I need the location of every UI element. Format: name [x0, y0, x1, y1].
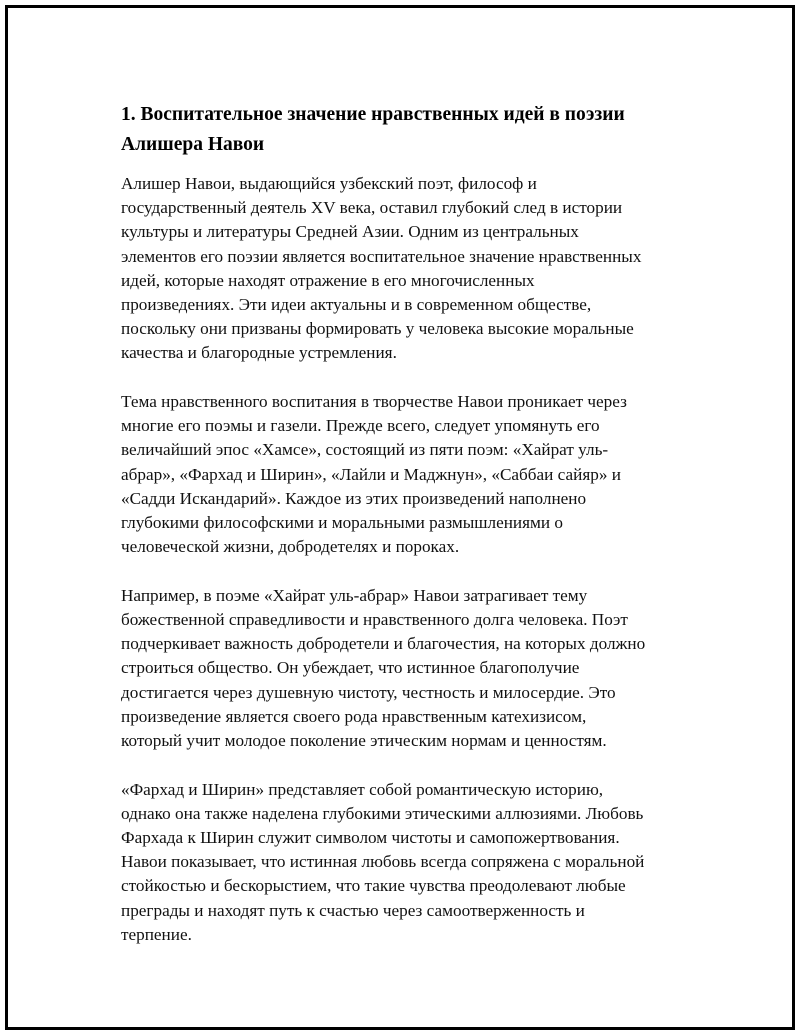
text-line: элементов его поэзии является воспитательное значение нравственных	[121, 246, 642, 266]
text-line: Например, в поэме «Хайрат уль-абрар» Навои затрагивает тему	[121, 585, 588, 605]
text-line: Алишер Навои, выдающийся узбекский поэт, философ и	[121, 174, 537, 193]
text-line: абрар», «Фархад и Ширин», «Лайли и Маджнун», «Саббаи сайяр» и	[121, 464, 621, 484]
text-line: «Фархад и Ширин» представляет собой романтическую историю,	[121, 779, 604, 799]
paragraph-hayrat	[121, 584, 701, 753]
text-line: терпение.	[121, 924, 192, 944]
text-line: достигается через душевную чистоту, честность и милосердие. Это	[121, 682, 616, 702]
text-line: Навои показывает, что истинная любовь всегда сопряжена с моральной	[121, 852, 645, 872]
text-line: культуры и литературы Средней Азии. Одним из центральных	[121, 222, 579, 242]
text-line: поскольку они призваны формировать у человека высокие моральные	[121, 319, 634, 339]
text-line: однако она также наделена глубокими этическими аллюзиями. Любовь	[121, 803, 644, 823]
text-line: стойкостью и бескорыстием, что такие чувства преодолевают любые	[121, 876, 626, 896]
text-line: «Садди Искандарий». Каждое из этих произведений наполнено	[121, 488, 587, 508]
text-line: произведениях. Эти идеи актуальны и в современном обществе,	[121, 295, 592, 315]
title-line: Алишера Навои	[121, 134, 265, 155]
text-line: человеческой жизни, добродетелях и пороках.	[121, 537, 460, 557]
section-title	[121, 100, 701, 160]
document-body	[121, 100, 701, 971]
paragraph-moral-education	[121, 390, 701, 559]
paragraph-intro	[121, 172, 701, 366]
text-line: который учит молодое поколение этическим нормам и ценностям.	[121, 731, 607, 751]
text-line: строиться общество. Он убеждает, что истинное благополучие	[121, 658, 580, 678]
text-line: идей, которые находят отражение в его многочисленных	[121, 270, 535, 290]
text-line: Фархада к Ширин служит символом чистоты и самопожертвования.	[121, 828, 620, 848]
title-line: 1. Воспитательное значение нравственных идей в поэзии	[121, 104, 625, 125]
text-line: качества и благородные устремления.	[121, 343, 397, 363]
text-line: многие его поэмы и газели. Прежде всего, следует упомянуть его	[121, 416, 600, 436]
text-line: преграды и находят путь к счастью через самоотверженность и	[121, 900, 585, 920]
text-line: божественной справедливости и нравственного долга человека. Поэт	[121, 610, 628, 630]
text-line: подчеркивает важность добродетели и благочестия, на которых должно	[121, 634, 646, 654]
page-frame	[5, 5, 795, 1030]
text-line: величайший эпос «Хамсе», состоящий из пяти поэм: «Хайрат уль-	[121, 440, 609, 460]
paragraph-farhad	[121, 778, 701, 947]
text-line: глубокими философскими и моральными размышлениями о	[121, 513, 563, 533]
text-line: произведение является своего рода нравственным катехизисом,	[121, 706, 587, 726]
text-line: государственный деятель XV века, оставил глубокий след в истории	[121, 198, 623, 218]
text-line: Тема нравственного воспитания в творчестве Навои проникает через	[121, 392, 627, 412]
